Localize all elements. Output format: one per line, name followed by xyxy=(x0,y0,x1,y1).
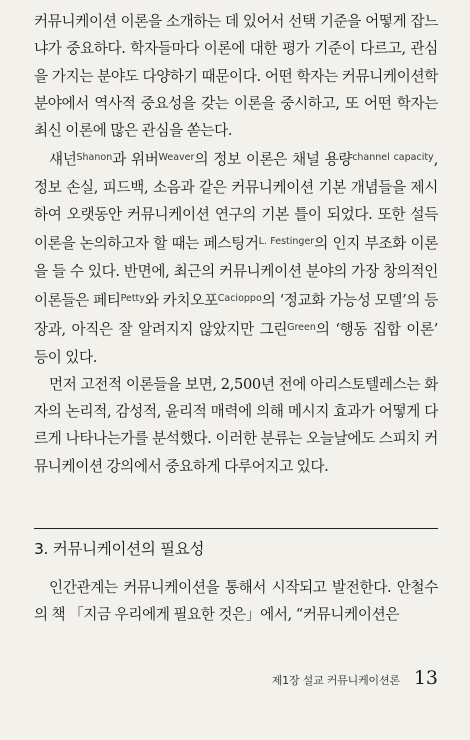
body-text-run: 섀넌 xyxy=(49,151,77,169)
body-text-run: 먼저 고전적 이론들을 보면, 2,500년 전에 아리스토텔레스는 화자의 논리적, 감성적, 윤리적 매력에 의해 메시지 효과가 어떻게 다르게 나타나는가를 분석했다. 이러한 분류는 오늘날에도 스피치 커뮤니케이션 강의에서 중요하게 다루어지고 있다. xyxy=(34,375,438,475)
body-text-run: 의 ‘행동 집합 이론’ 등이 있다. xyxy=(34,321,438,366)
paragraph-classical xyxy=(34,371,438,480)
page-footer xyxy=(34,667,438,689)
body-text-run: 의 정보 이론은 채널 용량 xyxy=(194,151,353,169)
original-term-annotation: Petty xyxy=(120,292,145,304)
original-term-annotation: Weaver xyxy=(158,152,195,164)
body-text-run: 커뮤니케이션 이론을 소개하는 데 있어서 선택 기준을 어떻게 잡느냐가 중요하다. 학자들마다 이론에 대한 평가 기준이 다르고, 관심을 가지는 분야도 다양하기 때문이다. 어떤 학자는 커뮤니케이션학 분야에서 역사적 중요성을 갖는 이론을 중시하고, 또 어떤 학자는 최신 이론에 많은 관심을 쏟는다. xyxy=(34,13,438,140)
body-text-lower xyxy=(34,574,438,629)
body-text xyxy=(34,8,438,480)
section-heading: 3. 커뮤니케이션의 필요성 xyxy=(34,528,438,559)
original-term-annotation: Green xyxy=(287,322,316,334)
body-text-run: 의 인지 부조화 이론을 들 수 있다. 반면에, 최근의 커뮤니케이션 분야의 가장 창의적인 이론들은 페티 xyxy=(34,235,438,309)
body-text-run: 과 위버 xyxy=(112,151,159,169)
body-text-run: , 정보 손실, 피드백, 소음과 같은 커뮤니케이션 기본 개념들을 제시하여 오랫동안 커뮤니케이션 연구의 기본 틀이 되었다. 또한 설득 이론을 논의하고자 할 때는 페스팅거 xyxy=(34,151,438,253)
body-text-run: 의 ‘정교화 가능성 모델’의 등장과, 아직은 잘 알려지지 않았지만 그린 xyxy=(34,291,438,339)
paragraph-relationships: 인간관계는 커뮤니케이션을 통해서 시작되고 발전한다. 안철수의 책 「지금 우리에게 필요한 것은」에서, “커뮤니케이션은 xyxy=(34,579,438,624)
original-term-annotation: channel capacity xyxy=(352,152,434,164)
original-term-annotation: Shanon xyxy=(76,152,113,164)
paragraph-intro xyxy=(34,8,438,144)
original-term-annotation: L. Festinger xyxy=(258,236,315,248)
body-text-run: 와 카치오포 xyxy=(144,291,218,309)
original-term-annotation: Cacioppo xyxy=(217,292,262,304)
paragraph-theories xyxy=(34,144,438,370)
page-number: 13 xyxy=(413,667,438,689)
chapter-running-head: 제1장 설교 커뮤니케이션론 xyxy=(271,674,400,687)
